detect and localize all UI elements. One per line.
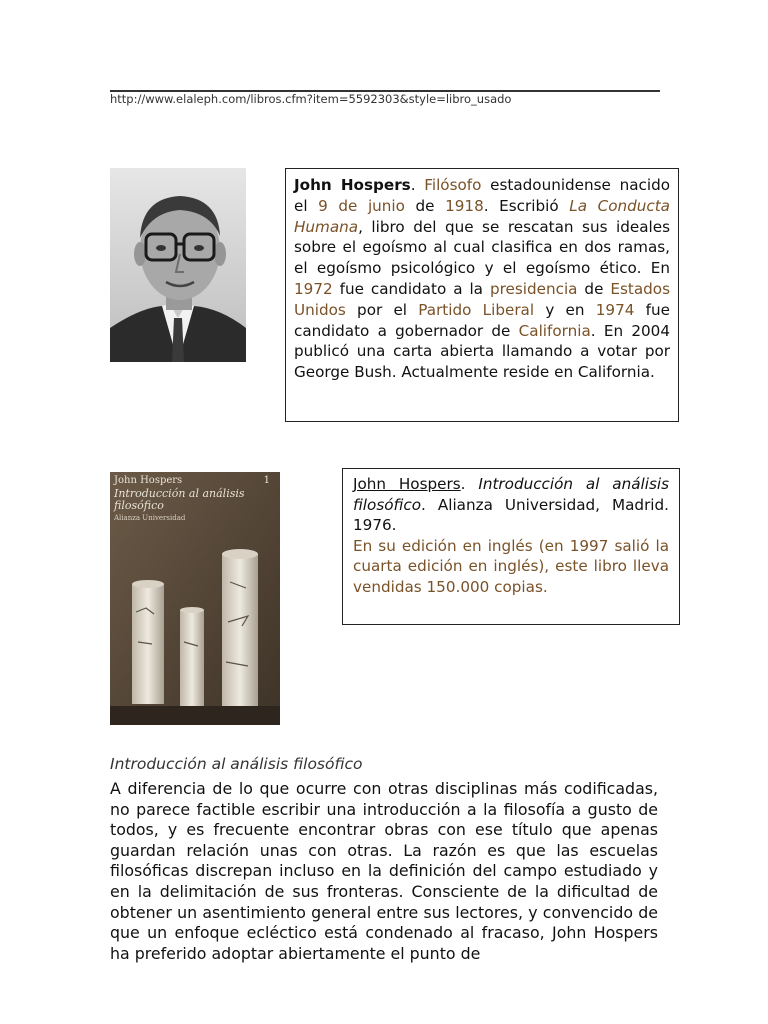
bio-text: . En 2004 publicó una carta abierta llamando a votar por George Bush. Actualmente reside en California. <box>294 321 670 382</box>
link-california[interactable]: California <box>518 321 591 340</box>
bio-text: . <box>410 176 425 194</box>
book-title: Introducción al análisis filosófico <box>353 475 670 514</box>
author-name: John Hospers <box>294 176 411 194</box>
source-url[interactable]: http://www.elaleph.com/libros.cfm?item=5592303&style=libro_usado <box>110 92 512 106</box>
link-estados-unidos[interactable]: Estados Unidos <box>294 279 671 319</box>
book-publication: . Alianza Universidad, Madrid. 1976. <box>353 495 669 534</box>
link-book-conducta[interactable]: La Conducta Humana <box>294 196 670 236</box>
bio-text: , libro del que se rescatan sus ideales sobre el egoísmo al cual clasifica en dos ramas, el egoísmo psicológico y el egoísmo ético. En <box>294 217 670 278</box>
book-sales-note: En su edición en inglés (en 1997 salió la cuarta edición en inglés), este libro lleva vendidas 150.000 copias. <box>353 536 669 596</box>
link-partido-liberal[interactable]: Partido Liberal <box>418 300 535 319</box>
bio-text: y en <box>534 300 596 319</box>
bio-text: fue candidato a la <box>332 279 490 298</box>
link-birth-date[interactable]: 9 de junio <box>318 196 405 215</box>
link-filosofo[interactable]: Filósofo <box>424 176 482 194</box>
cover-number: 1 <box>263 475 270 486</box>
book-cover <box>110 472 280 725</box>
author-portrait <box>110 168 246 362</box>
bio-text: fue candidato a gobernador de <box>294 300 670 340</box>
author-bio-box <box>285 168 679 422</box>
cover-title: Introducción al análisis filosófico <box>114 487 245 512</box>
bio-text: por el <box>345 300 419 319</box>
section-title: Introducción al análisis filosófico <box>110 755 363 773</box>
link-presidencia[interactable]: presidencia <box>489 279 578 298</box>
bio-text: estadounidense nacido el <box>294 176 671 215</box>
book-text: . <box>460 475 479 493</box>
cover-author: John Hospers <box>114 475 183 486</box>
book-author-link[interactable]: John Hospers <box>353 475 461 493</box>
bio-text: de <box>577 279 611 298</box>
book-reference-box <box>342 468 680 625</box>
section-body: A diferencia de lo que ocurre con otras disciplinas más codificadas, no parece factible escribir una introducción a la filosofía a gusto de todos, y es frecuente encontrar obras con ese título que apenas guardan relación unas con otras. La razón es que las escuelas filosóficas discrepan incluso en la definición del campo estudiado y en la delimitación de sus fronteras. Consciente de la dificultad de obtener un asentimiento general entre sus lectores, y convencido de que un enfoque ecléctico está condenado al fracaso, John Hospers ha preferido adoptar abiertamente el punto de <box>110 779 658 963</box>
cover-publisher: Alianza Universidad <box>114 514 186 522</box>
link-birth-year[interactable]: 1918 <box>445 196 484 215</box>
link-year-1974[interactable]: 1974 <box>595 300 635 319</box>
bio-text: de <box>404 196 446 215</box>
bio-text: . Escribió <box>483 196 570 215</box>
link-year-1972[interactable]: 1972 <box>294 279 333 298</box>
